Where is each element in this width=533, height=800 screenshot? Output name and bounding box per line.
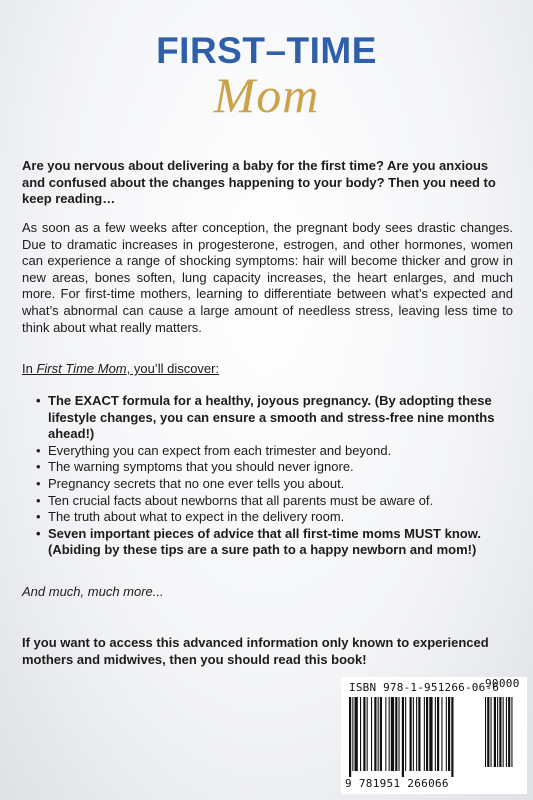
list-item-text: The truth about what to expect in the delivery room. [48,509,345,525]
barcode-addon-bar [487,697,489,767]
closing-paragraph: If you want to access this advanced information only known to experienced mothers and midwives, then you should read this book! [22,635,489,667]
barcode-addon-bar [485,697,486,767]
list-item-text: Everything you can expect from each trimester and beyond. [48,442,392,458]
book-subtitle: Mom [213,67,320,123]
barcode-bar [378,697,379,771]
list-item [36,393,514,443]
barcode-addon-bar [511,697,512,767]
barcode-addon-bar [506,697,507,767]
barcode-bar [380,697,382,771]
barcode-addon-bar [503,697,504,767]
barcode-bar [385,697,386,771]
barcode-bar [389,697,390,771]
list-item-text: The warning symptoms that you should never ignore. [48,459,354,475]
list-item [36,509,514,526]
list-item [36,476,514,493]
barcode-bar [367,697,368,771]
book-title: FIRST–TIME [156,30,377,71]
list-item [36,443,514,460]
barcode-addon-bar [494,697,496,767]
barcode-bar [410,697,412,771]
barcode-bar [355,697,358,771]
discover-heading [22,361,513,378]
barcode-addon-bar [491,697,492,767]
bullet-icon: • [36,525,41,541]
barcode-bars [347,697,523,777]
barcode-bar [437,697,439,771]
barcode-addon: 90000 [485,677,520,690]
list-item [36,493,514,510]
barcode-bar [435,697,436,771]
discover-list [36,393,514,559]
barcode-bar [416,697,417,771]
isbn-label: ISBN 978-1-951266-06-6 [349,681,500,694]
barcode-bar [424,697,425,771]
barcode-bar [429,697,432,771]
list-item-text: Seven important pieces of advice that all first-time moms MUST know. (Abiding by these tips are a sure path to a happy newborn and mom!) [48,525,481,558]
barcode-addon-bar [497,697,498,767]
barcode-bar [391,697,394,771]
bullet-icon: • [36,475,41,491]
barcode-bar [402,697,404,777]
barcode-bar [418,697,420,771]
barcode-bar [395,697,397,771]
bullet-icon: • [36,509,41,525]
barcode-number: 9 781951 266066 [345,777,449,790]
list-item-text: The EXACT formula for a healthy, joyous pregnancy. (By adopting these lifestyle changes, you can ensure a smooth and stress-free nine months ahead!) [48,393,495,442]
list-item-text: Pregnancy secrets that no one ever tells you about. [48,475,345,491]
body-paragraph: As soon as a few weeks after conception, the pregnant body sees drastic changes. Due to dramatic increases in progesterone, estrogen, and other hormones, women can experience a range of shocking symptoms: hair will become thicker and grow in new areas, bones soften, lung capacity increases, the heart enlarges, and much more. For first-time mothers, learning to differentiate between what’s expected and what’s abnormal can cause a large amount of needless stress, leaving less time to think about what really matters. [22,220,513,335]
isbn-barcode [341,677,527,794]
barcode-bar [371,697,372,771]
bullet-icon: • [36,393,41,408]
barcode-bar [360,697,361,771]
barcode-bar [446,697,447,771]
intro-paragraph: Are you nervous about delivering a baby for the first time? Are you anxious and confused about the changes happening to your body? Then you need to keep reading… [22,158,496,207]
barcode-bar [374,697,376,771]
barcode-bar [399,697,400,771]
barcode-bar [405,697,406,771]
barcode-addon-bar [508,697,510,767]
barcode-bar [448,697,450,771]
discover-prefix: In [22,361,37,376]
barcode-addon-bar [499,697,501,767]
discover-book-title: First Time Mom [36,361,127,376]
list-item-text: Ten crucial facts about newborns that all parents must be aware of. [48,492,434,508]
barcode-bar [363,697,365,771]
barcode-bar [426,697,428,771]
more-text: And much, much more... [22,584,164,599]
barcode-bar [349,697,351,777]
barcode-bar [413,697,414,771]
bullet-icon: • [36,459,41,475]
list-item [36,459,514,476]
barcode-bar [451,697,453,777]
bullet-icon: • [36,492,41,508]
list-item [36,526,514,559]
discover-suffix: , you’ll discover: [126,361,220,376]
barcode-bar [441,697,442,771]
bullet-icon: • [36,442,41,458]
barcode-bar [352,697,353,771]
